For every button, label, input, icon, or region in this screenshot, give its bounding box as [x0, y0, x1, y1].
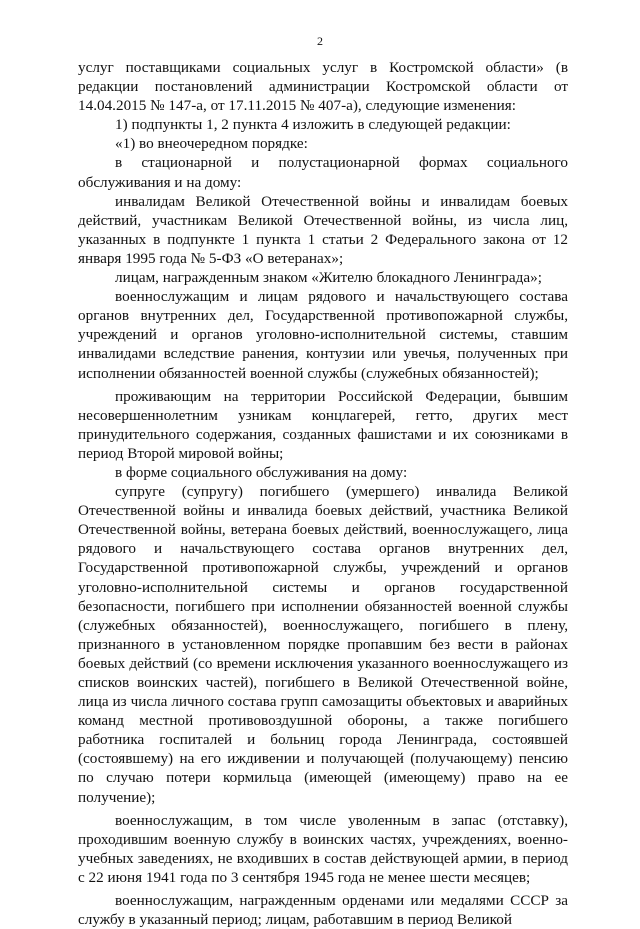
paragraph-home-service: в форме социального обслуживания на дому: — [115, 463, 408, 481]
paragraph-amendment-1: 1) подпункты 1, 2 пункта 4 изложить в следующей редакции: — [115, 116, 511, 134]
document-body — [78, 58, 568, 929]
page-number: 2 — [317, 34, 323, 48]
paragraph-servicemen-reserve: военнослужащим, в том числе уволенным в запас (отставку), проходившим военную службу в воинских частях, учреждениях, военно-учебных заведениях, не входивших в состав действующей армии, в период с 22 июня 1941 года по 3 сентября 1945 года не менее шести месяцев; — [78, 811, 568, 886]
paragraph-awarded-servicemen: военнослужащим, награжденным орденами или медалями СССР за службу в указанный период; лицам, работавшим в период Великой — [78, 892, 568, 929]
paragraph-former-prisoners: проживающим на территории Российской Федерации, бывшим несовершеннолетним узникам концлагерей, гетто, других мест принудительного содержания, созданных фашистами и их союзниками в период Второй мировой войны; — [78, 387, 568, 462]
paragraph-intro: услуг поставщиками социальных услуг в Костромской области» (в редакции постановлений администрации Костромской области от 14.04.2015 № 147-а, от 17.11.2015 № 407-а), следующие изменения: — [78, 59, 568, 115]
paragraph-service-forms: в стационарной и полустационарной формах социального обслуживания и на дому: — [78, 154, 568, 191]
paragraph-war-invalids: инвалидам Великой Отечественной войны и инвалидам боевых действий, участникам Великой Отечественной войны, из числа лиц, указанных в подпункте 1 пункта 1 статьи 2 Федерального закона от 12 января 1995 года № 5-ФЗ «О ветеранах»; — [78, 192, 568, 267]
paragraph-spouses: супруге (супругу) погибшего (умершего) инвалида Великой Отечественной войны и инвалида боевых действий, участника Великой Отечественной войны, ветерана боевых действий, военнослужащего, лица рядового и начальствующего состава органов внутренних дел, Государственной противопожарной службы, учреждений и органов уголовно-исполнительной системы и органов государственной безопасности, погибшего при исполнении обязанностей военной службы (служебных обязанностей), военнослужащего, погибшего в плену, признанного в установленном порядке пропавшим без вести в районах боевых действий (со времени исключения указанного военнослужащего из списков воинских частей), погибшего в Великой Отечественной войне, лица из числа личного состава групп самозащиты объектовых и аварийных команд местной противовоздушной обороны, а также погибшего работника госпиталей и больниц города Ленинграда, состоявшей (состоявшему) на его иждивении и получающей (получающему) пенсию по случаю потери кормильца (имеющей (имеющему) право на ее получение); — [78, 483, 568, 806]
paragraph-servicemen-invalids: военнослужащим и лицам рядового и начальствующего состава органов внутренних дел, Государственной противопожарной службы, учреждений и органов уголовно-исполнительной системы, ставшим инвалидами вследствие ранения, контузии или увечья, полученных при исполнении обязанностей военной службы (служебных обязанностей); — [78, 288, 568, 382]
paragraph-priority-heading: «1) во внеочередном порядке: — [115, 135, 308, 153]
paragraph-leningrad-blockade: лицам, награжденным знаком «Жителю блокадного Ленинграда»; — [115, 269, 542, 287]
